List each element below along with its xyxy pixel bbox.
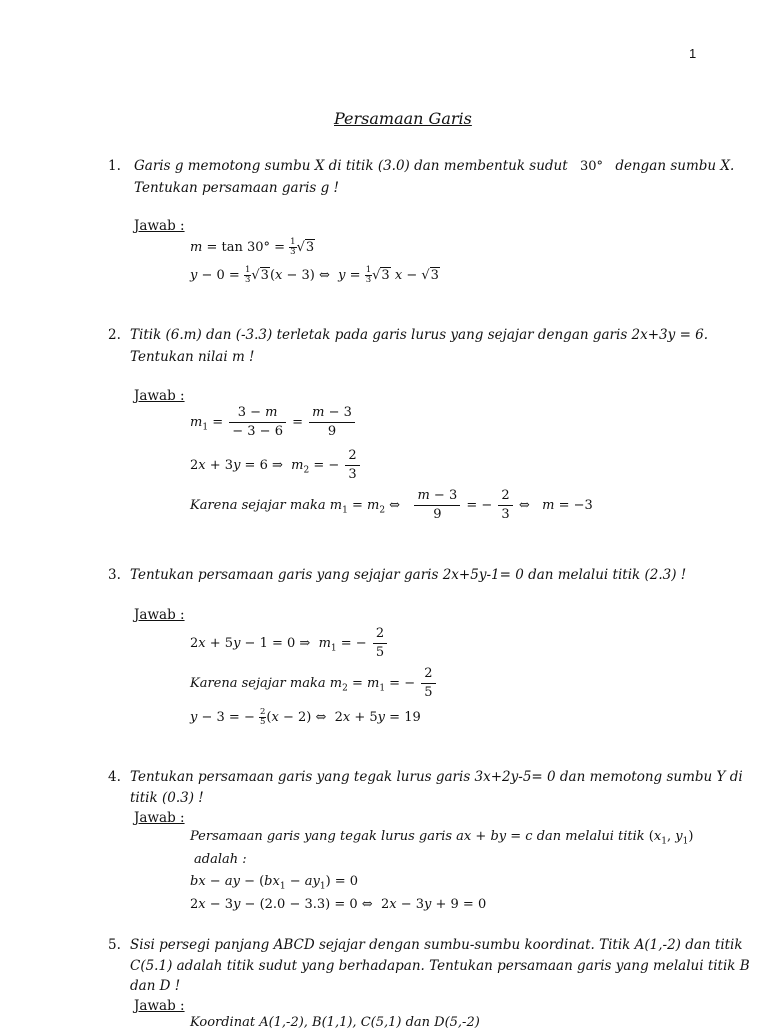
answer-1-equation: y − 0 = $\frac{1}{3}$ √3(x − 3) ⇔ y = $\frac{1}{3}$ √3 x − √3 (190, 265, 439, 285)
answer-2-conclusion: Karena sejajar maka $m_1 = m_2$ ⇔ $\frac{m - 3}{9}$ = − $\frac{2}{3}$ ⇔ m = −3 (190, 488, 593, 522)
answer-4-adalah: adalah : (194, 852, 247, 867)
answer-label-3: Jawab : (134, 607, 185, 623)
answer-4-equation: 2x − 3y − (2.0 − 3.3) = 0 ⇔ 2x − 3y + 9 = 0 (190, 897, 487, 912)
question-2-text: Titik (6.m) dan (-3.3) terletak pada garis lurus yang sejajar dengan garis 2x+3y = 6. (130, 327, 709, 343)
question-4-text: Tentukan persamaan garis yang tegak lurus garis 3x+2y-5= 0 dan memotong sumbu Y di (130, 769, 743, 785)
answer-2-slope-m1: $m_1$ = $\frac{3 - m}{- 3 - 6}$ = $\frac{m - 3}{9}$ (190, 405, 357, 440)
question-3-text: Tentukan persamaan garis yang sejajar garis 2x+5y-1= 0 dan melalui titik (2.3) ! (130, 567, 687, 583)
answer-3-parallel: Karena sejajar maka $m_2 = m_1$ = − $\frac{2}{5}$ (190, 666, 438, 701)
answer-label-1: Jawab : (134, 218, 185, 234)
page-title: Persamaan Garis (334, 109, 472, 128)
answer-2-slope-m2: 2x + 3y = 6 ⇒ $m_2$ = − $\frac{2}{3}$ (190, 448, 362, 483)
answer-4-rule: Persamaan garis yang tegak lurus garis ax + by = c dan melalui titik ($x_1$, $y_1$) (190, 829, 694, 847)
question-4-number: 4. (108, 769, 121, 785)
page-number: 1 (689, 46, 697, 61)
answer-1-slope: m = tan 30° = $\frac{1}{3}$ √3 (190, 237, 315, 257)
answer-5-coordinates: Koordinat A(1,-2), B(1,1), C(5,1) dan D(5,-2) (190, 1015, 480, 1030)
answer-label-2: Jawab : (134, 388, 185, 404)
answer-label-5: Jawab : (134, 998, 185, 1014)
answer-label-4: Jawab : (134, 810, 185, 826)
question-4-text-line2: titik (0.3) ! (130, 790, 204, 806)
answer-3-equation: y − 3 = − $\frac{2}{5}$ (x − 2) ⇔ 2x + 5y = 19 (190, 707, 421, 727)
question-2-number: 2. (108, 327, 121, 343)
question-5-text: Sisi persegi panjang ABCD sejajar dengan sumbu-sumbu koordinat. Titik A(1,-2) dan titik (130, 937, 743, 953)
question-2-text-line2: Tentukan nilai m ! (130, 349, 255, 365)
question-1-angle: 30° (579, 159, 604, 174)
question-5-number: 5. (108, 937, 121, 953)
question-1-text: Garis g memotong sumbu X di titik (3.0) dan membentuk sudut 30° dengan sumbu X. (134, 158, 735, 174)
question-3-number: 3. (108, 567, 121, 583)
question-5-text-line3: dan D ! (130, 978, 181, 994)
question-1-number: 1. (108, 158, 121, 174)
question-5-text-line2: C(5.1) adalah titik sudut yang berhadapan. Tentukan persamaan garis yang melalui titik B (130, 958, 750, 974)
question-1-text-line2: Tentukan persamaan garis g ! (134, 180, 339, 196)
answer-3-slope: 2x + 5y − 1 = 0 ⇒ $m_1$ = − $\frac{2}{5}$ (190, 626, 389, 661)
answer-4-formula: bx − ay − $(bx_1 - ay_1) = 0$ (190, 874, 359, 892)
